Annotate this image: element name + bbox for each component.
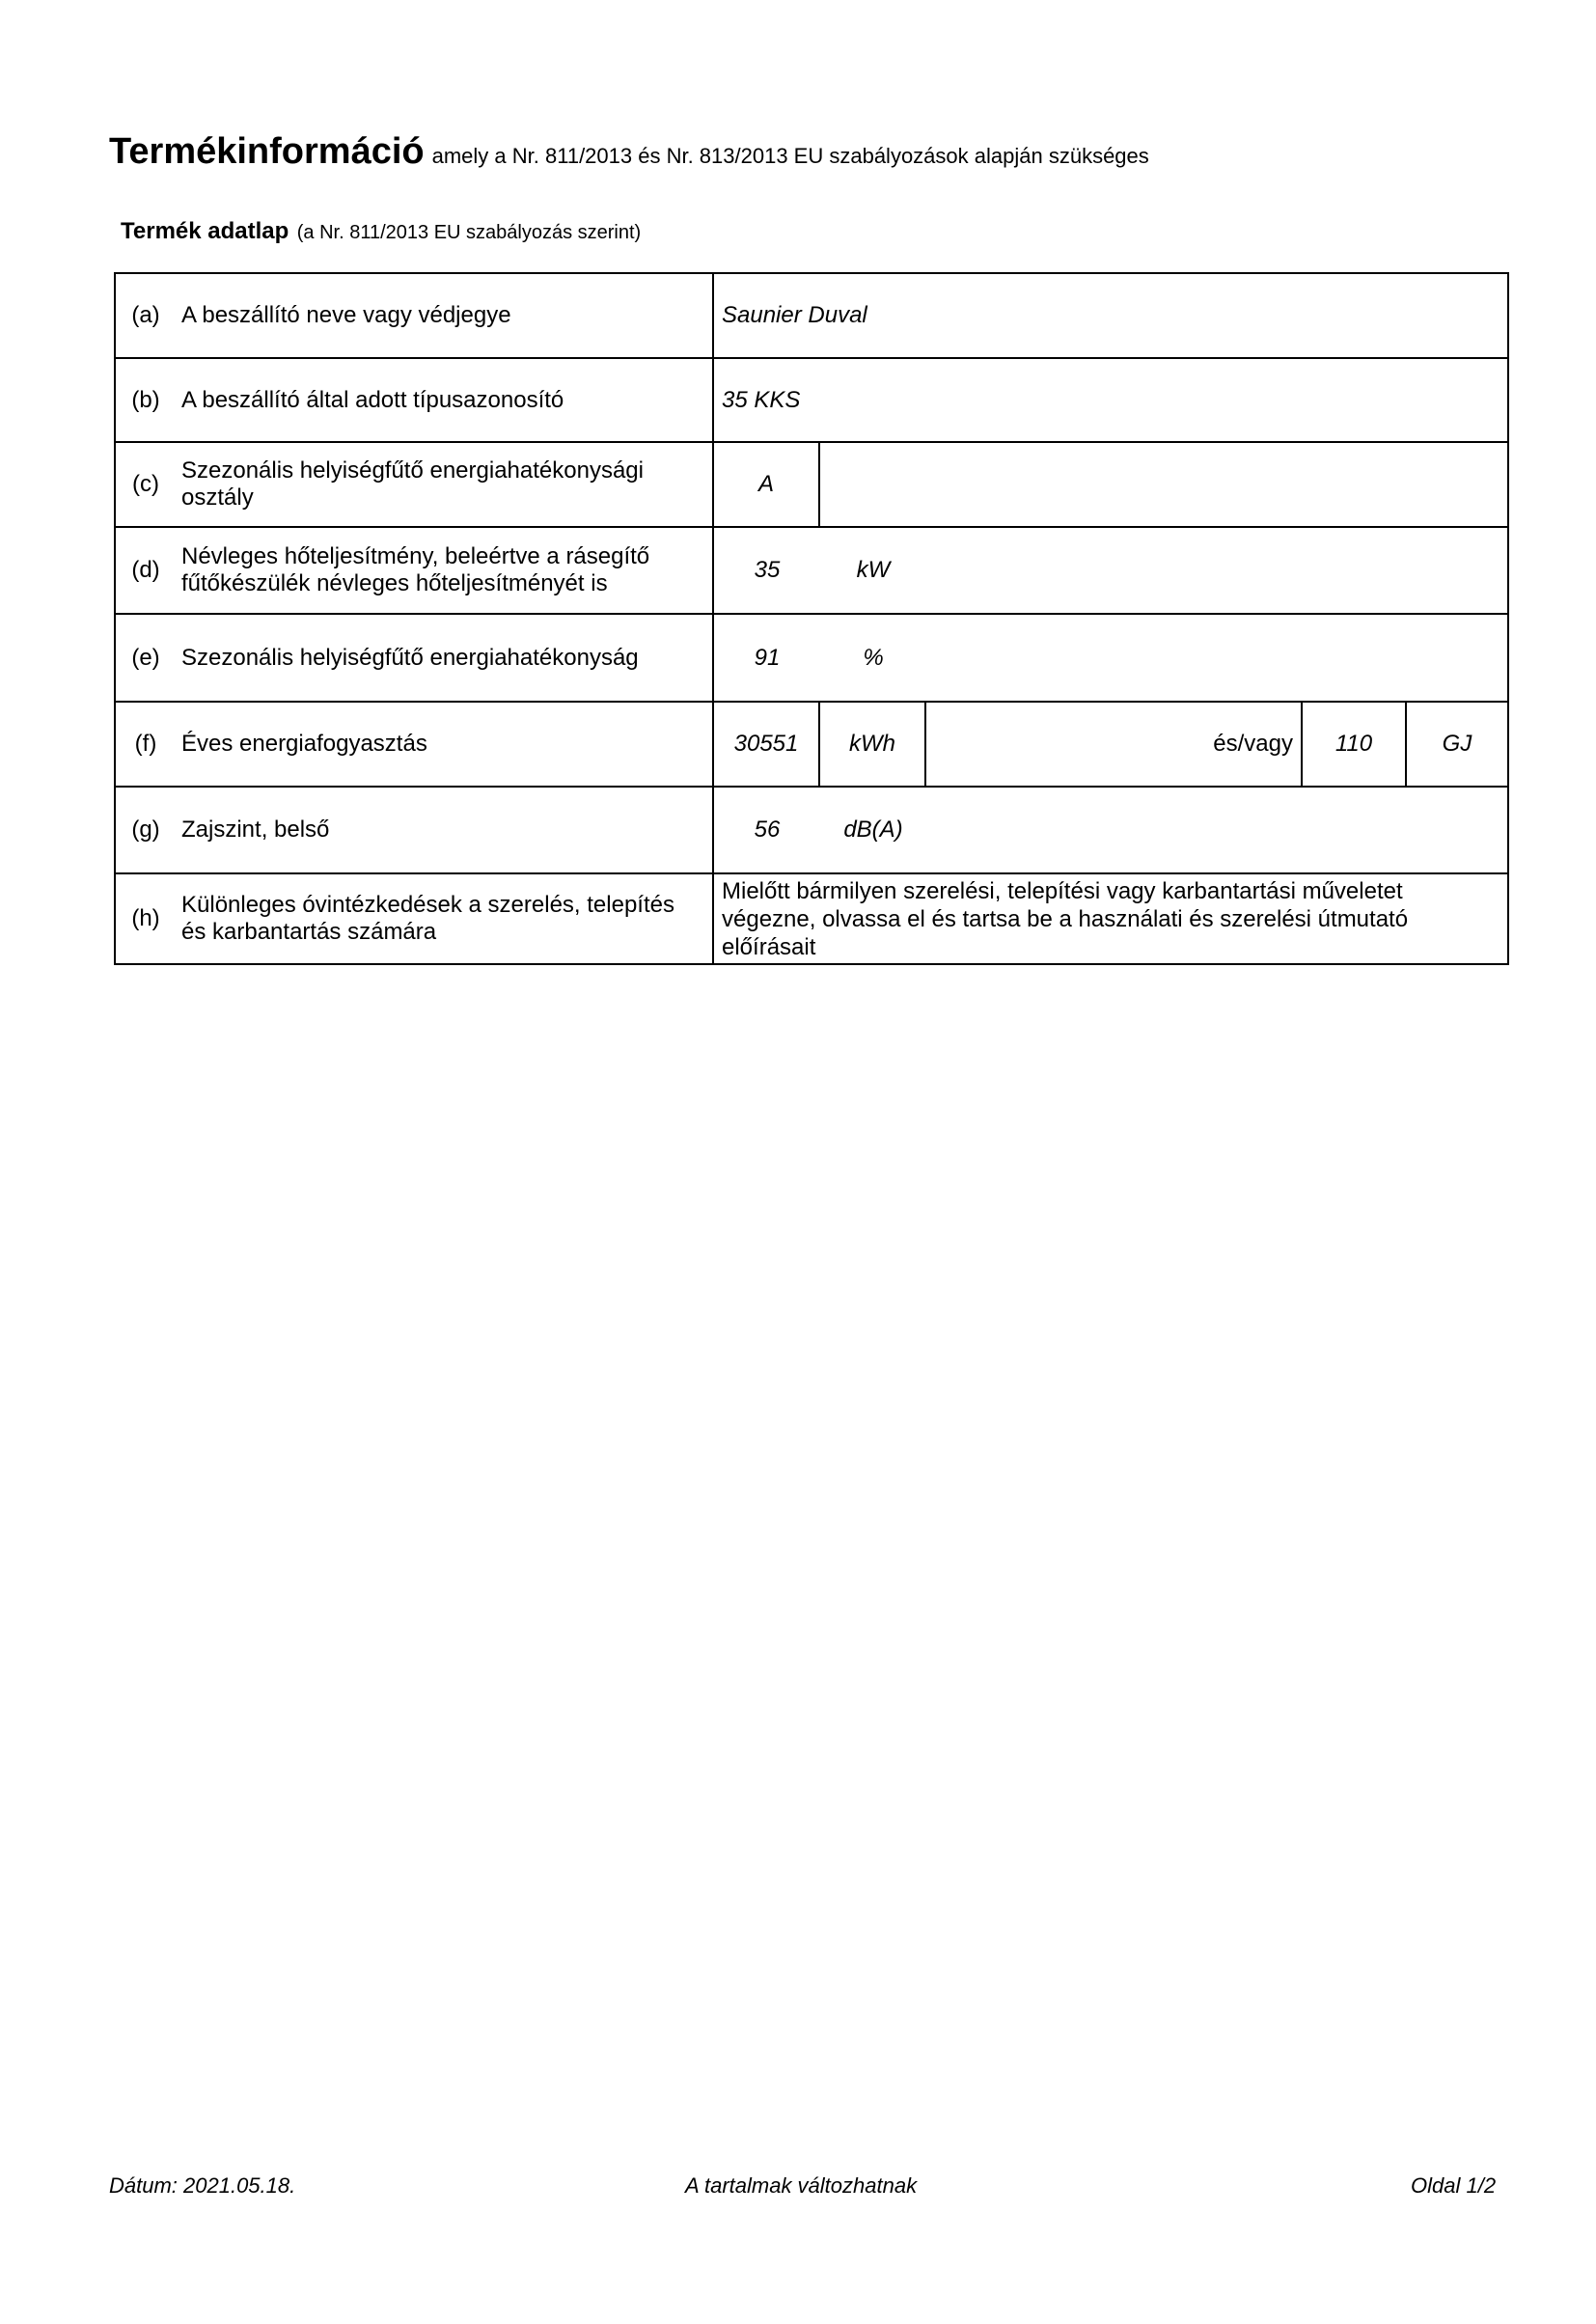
efficiency-class-value: A — [714, 443, 820, 526]
empty-cell — [820, 443, 1507, 526]
annual-consumption-kwh-value: 30551 — [714, 703, 820, 786]
precautions-text: Mielőtt bármilyen szerelési, telepítési vagy karbantartási műveletet végezne, olvassa el és tartsa be a használati és szerelési útmutató előírásait — [722, 877, 1409, 960]
table-row-f — [114, 703, 1509, 788]
rated-output-unit: kW — [856, 557, 891, 583]
row-letter: (c) — [132, 471, 159, 497]
row-label: Névleges hőteljesítmény, beleértve a rásegítő fűtőkészülék névleges hőteljesítményét is — [176, 528, 714, 613]
seasonal-efficiency-unit: % — [863, 644, 884, 671]
sound-level-value: 56 — [754, 816, 781, 843]
row-label: Szezonális helyiségfűtő energiahatékonyság — [176, 615, 714, 701]
table-row-e — [114, 615, 1509, 703]
row-label: A beszállító által adott típusazonosító — [176, 359, 714, 441]
rated-output-value: 35 — [754, 557, 781, 583]
row-letter: (f) — [134, 731, 157, 757]
supplier-name-value: Saunier Duval — [722, 302, 867, 328]
row-label: Zajszint, belső — [176, 788, 714, 872]
footer-notice: A tartalmak változhatnak — [685, 2173, 918, 2198]
and-or-label: és/vagy — [926, 703, 1303, 786]
section-note: (a Nr. 811/2013 EU szabályozás szerint) — [296, 222, 642, 243]
footer-date: Dátum: 2021.05.18. — [109, 2173, 296, 2198]
row-letter: (g) — [131, 816, 160, 843]
table-row-g — [114, 788, 1509, 874]
annual-consumption-gj-unit: GJ — [1442, 731, 1472, 757]
product-fiche-table — [114, 272, 1509, 965]
row-label: Szezonális helyiségfűtő energiahatékonysági osztály — [176, 443, 714, 526]
row-letter: (d) — [131, 557, 160, 583]
seasonal-efficiency-value: 91 — [754, 644, 781, 671]
row-letter: (h) — [131, 905, 160, 931]
title-suffix: amely a Nr. 811/2013 és Nr. 813/2013 EU szabályozások alapján szükséges — [431, 144, 1149, 168]
sound-level-unit: dB(A) — [843, 816, 903, 843]
footer-page-number: Oldal 1/2 — [1411, 2173, 1497, 2198]
table-row-a — [114, 272, 1509, 359]
table-row-h — [114, 874, 1509, 965]
model-identifier-value: 35 KKS — [722, 386, 801, 413]
annual-consumption-gj-value: 110 — [1303, 703, 1407, 786]
section-heading — [121, 218, 641, 245]
section-label: Termék adatlap — [121, 218, 289, 244]
table-row-b — [114, 359, 1509, 443]
row-label: Különleges óvintézkedések a szerelés, telepítés és karbantartás számára — [176, 874, 714, 963]
table-row-d — [114, 528, 1509, 615]
row-letter: (a) — [131, 302, 160, 328]
document-title — [109, 131, 1149, 173]
row-letter: (b) — [131, 386, 160, 413]
table-row-c — [114, 443, 1509, 528]
row-letter: (e) — [131, 644, 160, 671]
title-main: Termékinformáció — [109, 131, 425, 172]
row-label: A beszállító neve vagy védjegye — [176, 274, 714, 357]
row-label: Éves energiafogyasztás — [176, 703, 714, 786]
annual-consumption-kwh-unit: kWh — [820, 703, 926, 786]
